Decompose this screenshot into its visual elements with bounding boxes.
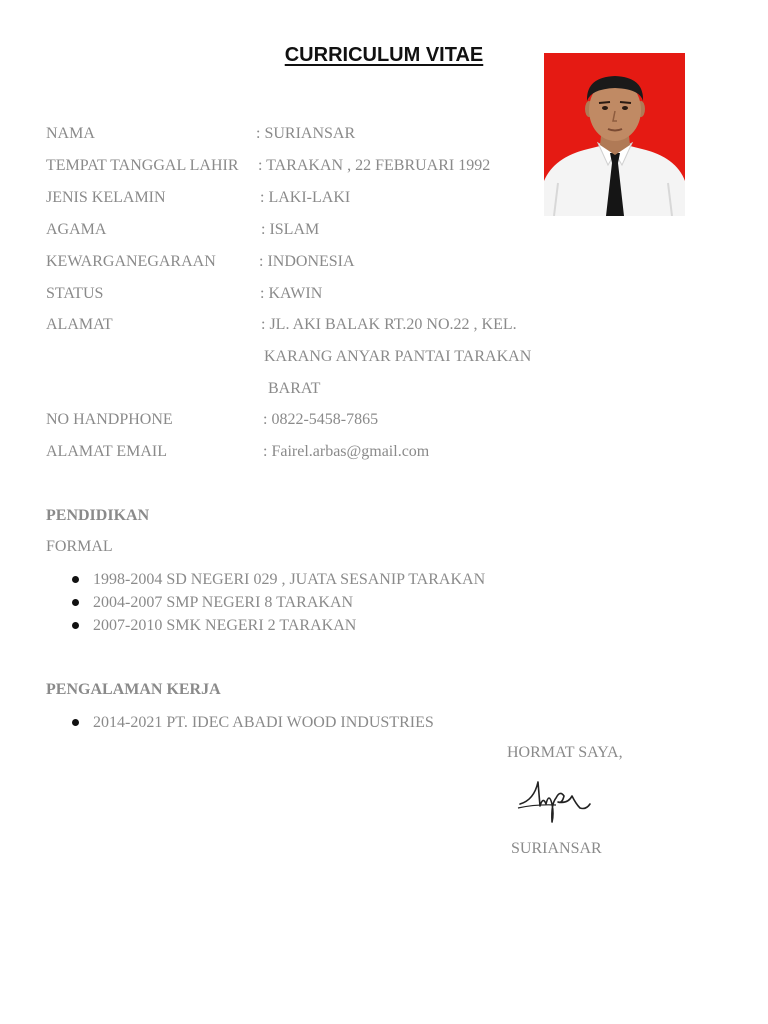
info-label: JENIS KELAMIN <box>46 189 166 206</box>
signature-icon <box>516 774 592 826</box>
education-item-text: 1998-2004 SD NEGERI 029 , JUATA SESANIP TARAKAN <box>93 571 486 588</box>
bullet-icon <box>72 719 79 726</box>
info-value: : TARAKAN , 22 FEBRUARI 1992 <box>258 157 491 174</box>
info-value: : LAKI-LAKI <box>260 189 351 206</box>
bullet-icon <box>72 576 79 583</box>
info-label: STATUS <box>46 285 104 302</box>
info-value: : JL. AKI BALAK RT.20 NO.22 , KEL. <box>261 316 517 333</box>
address-continuation-line: BARAT <box>268 380 321 397</box>
info-value: : Fairel.arbas@gmail.com <box>263 443 430 460</box>
education-heading: PENDIDIKAN <box>46 507 150 524</box>
info-value: : 0822-5458-7865 <box>263 411 379 428</box>
bullet-icon <box>72 622 79 629</box>
info-label: TEMPAT TANGGAL LAHIR <box>46 157 239 174</box>
info-label: AGAMA <box>46 221 107 238</box>
experience-heading: PENGALAMAN KERJA <box>46 681 221 698</box>
info-label: NAMA <box>46 125 95 142</box>
info-value: : KAWIN <box>260 285 323 302</box>
address-continuation-line: KARANG ANYAR PANTAI TARAKAN <box>264 348 532 365</box>
bullet-icon <box>72 599 79 606</box>
document-title: CURRICULUM VITAE <box>284 44 484 66</box>
profile-photo <box>544 53 685 216</box>
experience-item-text: 2014-2021 PT. IDEC ABADI WOOD INDUSTRIES <box>93 714 434 731</box>
info-label: KEWARGANEGARAAN <box>46 253 216 270</box>
closing-greeting: HORMAT SAYA, <box>507 744 623 761</box>
info-value: : ISLAM <box>261 221 320 238</box>
info-value: : INDONESIA <box>259 253 355 270</box>
info-label: NO HANDPHONE <box>46 411 173 428</box>
education-subheading: FORMAL <box>46 538 113 555</box>
education-item-text: 2004-2007 SMP NEGERI 8 TARAKAN <box>93 594 354 611</box>
info-label: ALAMAT <box>46 316 113 333</box>
info-value: : SURIANSAR <box>256 125 356 142</box>
info-label: ALAMAT EMAIL <box>46 443 168 460</box>
signer-name: SURIANSAR <box>511 840 602 857</box>
education-item-text: 2007-2010 SMK NEGERI 2 TARAKAN <box>93 617 357 634</box>
